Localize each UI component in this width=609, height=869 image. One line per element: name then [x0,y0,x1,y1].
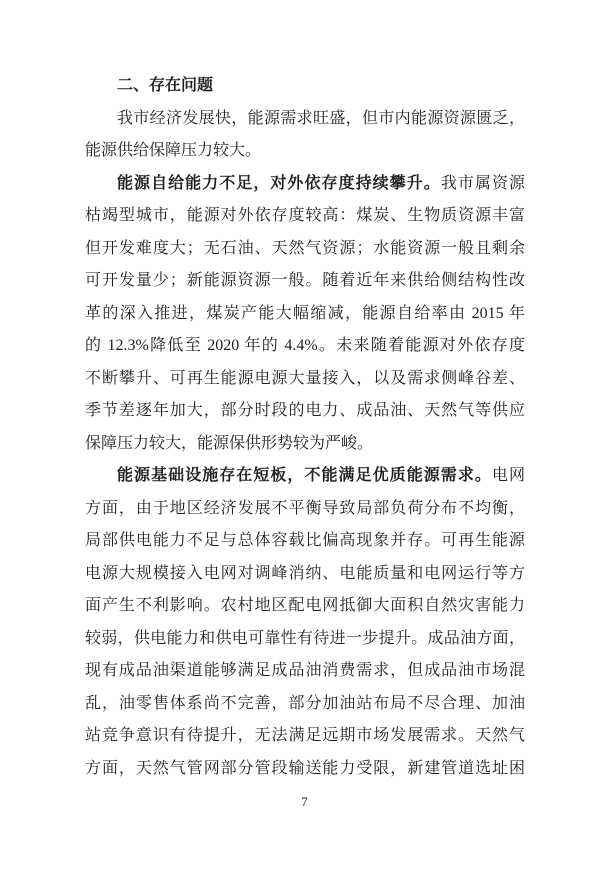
text-segment: 但开发难度大；无石油、天然气资源；水能资源一般且剩余 [85,239,525,257]
text-line [85,688,525,721]
text-segment: 较弱，供电能力和供电可靠性有待进一步提升。成品油方面， [85,629,525,647]
text-line [85,460,525,493]
paragraph-infrastructure [85,460,525,785]
bold-text-segment: 能源自给能力不足，对外依存度持续攀升。 [117,174,441,192]
text-line [85,265,525,298]
text-segment: 枯竭型城市，能源对外依存度较高：煤炭、生物质资源丰富 [85,207,525,224]
text-line [85,395,525,428]
text-segment: 保障压力较大，能源保供形势较为严峻。 [85,434,374,452]
text-segment: 站竞争意识有待提升，无法满足远期市场发展需求。天然气 [85,727,525,744]
paragraph-self-sufficiency [85,168,525,461]
text-line [85,655,525,688]
text-line [85,428,525,461]
text-line [85,233,525,266]
bold-text-segment: 二、存在问题 [117,77,214,94]
text-segment: 可开发量少；新能源资源一般。随着近年来供给侧结构性改 [85,272,525,289]
text-line [85,720,525,753]
text-segment: 革的深入推进，煤炭产能大幅缩减，能源自给率由 2015 年 [85,304,525,322]
text-segment: 季节差逐年加大，部分时段的电力、成品油、天然气等供应 [85,402,525,419]
text-line [85,363,525,396]
text-segment: 方面，天然气管网部分管段输送能力受限，新建管道选址困 [85,759,525,777]
text-segment: 电网 [491,467,525,484]
document-content [85,70,525,785]
text-segment: 面产生不利影响。农村地区配电网抵御大面积自然灾害能力 [85,597,525,614]
text-segment: 乱，油零售体系尚不完善，部分加油站布局不尽合理、加油 [85,694,525,712]
text-line [85,493,525,526]
text-line [85,70,525,103]
text-segment: 我市属资源 [440,174,525,192]
text-segment: 电源大规模接入电网对调峰消纳、电能质量和电网运行等方 [85,564,525,582]
text-line [85,590,525,623]
text-segment: 方面，由于地区经济发展不平衡导致局部负荷分布不均衡， [85,499,525,517]
text-line [85,558,525,591]
text-line [85,753,525,786]
text-line [85,135,525,168]
text-segment: 现有成品油渠道能够满足成品油消费需求，但成品油市场混 [85,662,525,679]
text-line [85,200,525,233]
text-segment: 的 12.3%降低至 2020 年的 4.4%。未来随着能源对外依存度 [85,337,525,354]
paragraph-overview [85,103,525,168]
text-segment: 不断攀升、可再生能源电源大量接入，以及需求侧峰谷差、 [85,369,525,387]
page-number: 7 [301,794,308,809]
text-line [85,525,525,558]
text-segment: 局部供电能力不足与总体容载比偏高现象并存。可再生能源 [85,532,525,549]
text-line [85,330,525,363]
text-line [85,623,525,656]
bold-text-segment: 能源基础设施存在短板，不能满足优质能源需求。 [117,467,492,484]
text-line [85,168,525,201]
text-segment: 我市经济发展快，能源需求旺盛，但市内能源资源匮乏， [117,109,525,127]
text-line [85,298,525,331]
section-heading [85,70,525,103]
text-segment: 能源供给保障压力较大。 [85,142,262,159]
text-line [85,103,525,136]
